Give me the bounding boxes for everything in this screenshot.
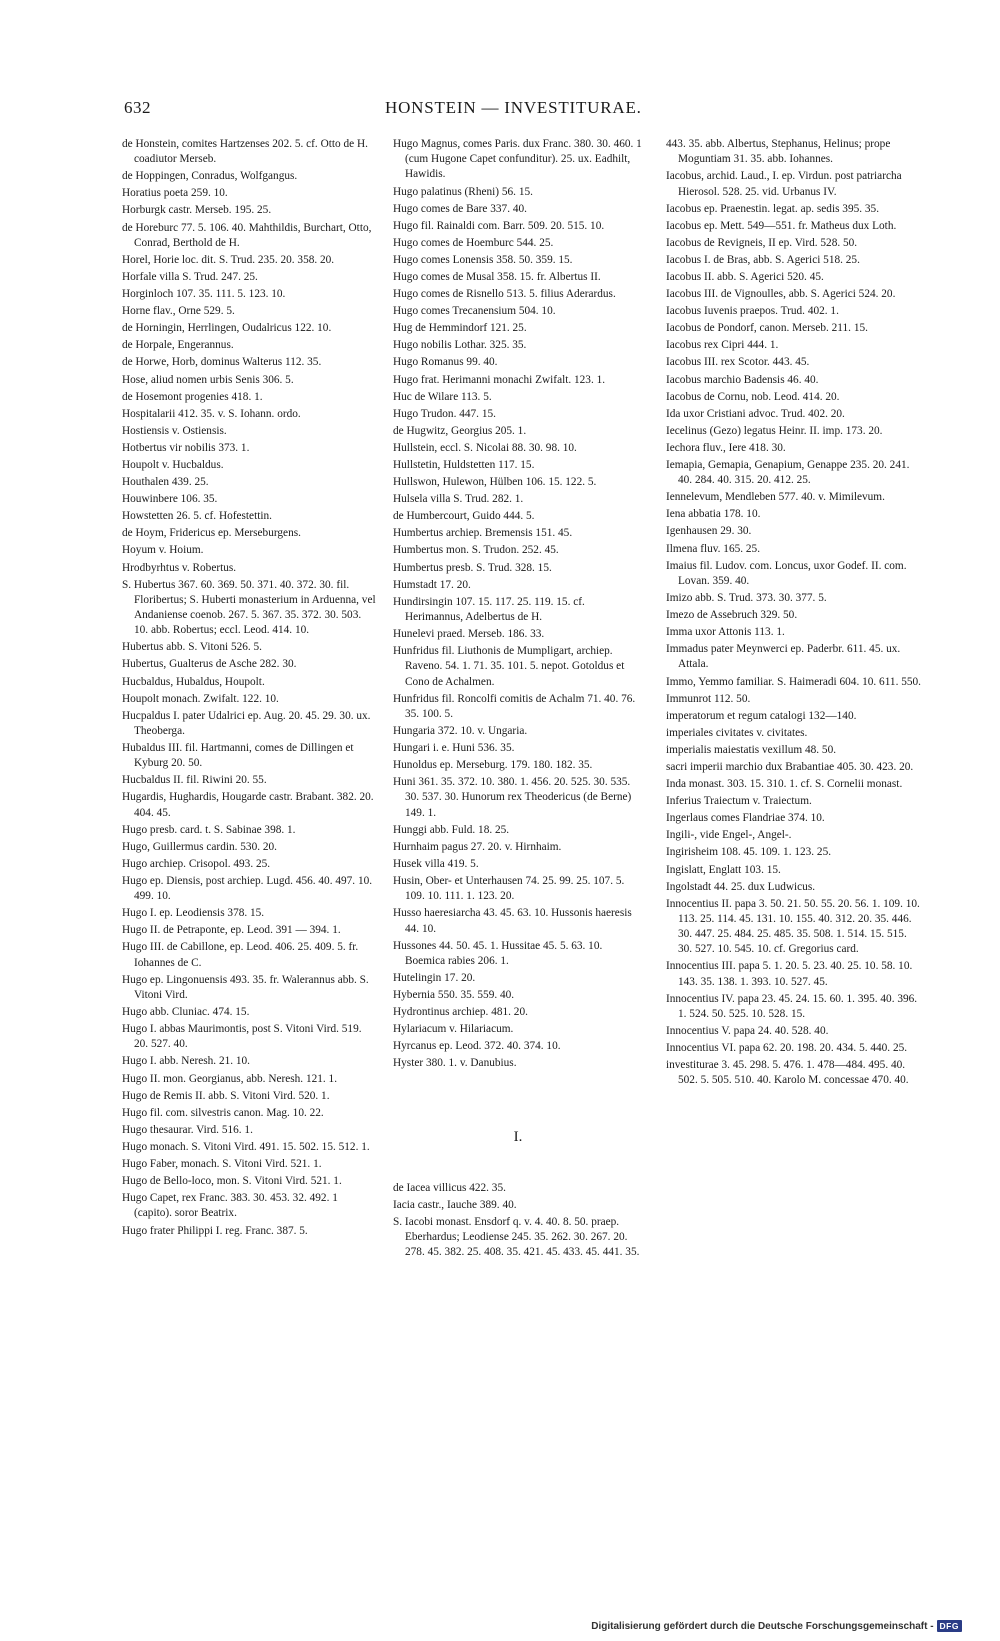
index-entry: Huc de Wilare 113. 5.: [393, 390, 492, 403]
index-entry: Husin, Ober- et Unterhausen 74. 25. 99. 25. 107. 5. 109. 10. 111. 1. 123. 20.: [393, 875, 625, 903]
index-entry: Hyrcanus ep. Leod. 372. 40. 374. 10.: [393, 1040, 561, 1053]
index-column-middle-i: [393, 1181, 643, 1261]
index-entry: Iennelevum, Mendleben 577. 40. v. Mimilevum.: [666, 491, 885, 504]
index-entry: Hospitalarii 412. 35. v. S. Iohann. ordo.: [122, 407, 301, 420]
index-entry: Hostiensis v. Ostiensis.: [122, 424, 227, 437]
index-entry: Hunelevi praed. Merseb. 186. 33.: [393, 628, 545, 641]
index-entry: Imezo de Assebruch 329. 50.: [666, 609, 798, 622]
index-entry: imperiales civitates v. civitates.: [666, 726, 808, 739]
index-entry: Immo, Yemmo familiar. S. Haimeradi 604. 10. 611. 550.: [666, 675, 921, 688]
index-entry: Hugo fil. com. silvestris canon. Mag. 10. 22.: [122, 1106, 324, 1119]
index-entry: Huni 361. 35. 372. 10. 380. 1. 456. 20. 525. 30. 535. 30. 537. 30. Hunorum rex Theodericus (de Berne) 149. 1.: [393, 776, 632, 819]
index-entry: Hutelingin 17. 20.: [393, 971, 476, 984]
index-entry: Hybernia 550. 35. 559. 40.: [393, 988, 515, 1001]
index-entry: Iacobus ep. Mett. 549—551. fr. Matheus dux Loth.: [666, 219, 897, 232]
index-entry: Hussones 44. 50. 45. 1. Hussitae 45. 5. 63. 10. Boemica rabies 206. 1.: [393, 939, 603, 967]
index-entry: Ida uxor Cristiani advoc. Trud. 402. 20.: [666, 407, 845, 420]
index-entry: Hugo Magnus, comes Paris. dux Franc. 380. 30. 460. 1 (cum Hugone Capet confunditur). 25. ux. Eadhilt, Hawidis.: [393, 138, 642, 181]
index-entry: Innocentius V. papa 24. 40. 528. 40.: [666, 1025, 829, 1038]
index-entry: Hugo comes de Musal 358. 15. fr. Albertus II.: [393, 270, 601, 283]
index-entry: Hubertus abb. S. Vitoni 526. 5.: [122, 641, 263, 654]
index-entry: Immunrot 112. 50.: [666, 692, 751, 705]
index-entry: Hotbertus vir nobilis 373. 1.: [122, 441, 250, 454]
index-entry: Innocentius III. papa 5. 1. 20. 5. 23. 40. 25. 10. 58. 10. 143. 35. 138. 1. 393. 10. 527. 45.: [666, 960, 913, 988]
index-entry: de Horpale, Engerannus.: [122, 339, 234, 352]
index-entry: Hoyum v. Hoium.: [122, 544, 204, 557]
index-entry: Iechora fluv., Iere 418. 30.: [666, 441, 786, 454]
index-entry: S. Hubertus 367. 60. 369. 50. 371. 40. 372. 30. fil. Floribertus; S. Huberti monasterium in Arduenna, vel Andaniense coenob. 267. 5. 367. 35. 372. 30. 503. 10. abb. Robertus; eccl. Leod. 414. 10.: [122, 578, 376, 637]
index-entry: de Iacea villicus 422. 35.: [393, 1181, 506, 1194]
index-entry: Hulsela villa S. Trud. 282. 1.: [393, 493, 524, 506]
section-letter: I.: [513, 1128, 523, 1145]
index-entry: Hugo frat. Herimanni monachi Zwifalt. 123. 1.: [393, 373, 606, 386]
index-entry: Hugo abb. Cluniac. 474. 15.: [122, 1006, 250, 1019]
index-entry: Hugo thesaurar. Vird. 516. 1.: [122, 1123, 253, 1136]
index-entry: Houthalen 439. 25.: [122, 476, 209, 489]
index-entry: de Horeburc 77. 5. 106. 40. Mahthildis, Burchart, Otto, Conrad, Berthold de H.: [122, 221, 372, 249]
index-entry: Hydrontinus archiep. 481. 20.: [393, 1006, 528, 1019]
index-entry: Inferius Traiectum v. Traiectum.: [666, 795, 812, 808]
index-entry: Hucbaldus, Hubaldus, Houpolt.: [122, 675, 265, 688]
index-entry: Husso haeresiarcha 43. 45. 63. 10. Hussonis haeresis 44. 10.: [393, 907, 632, 935]
index-entry: Ingerlaus comes Flandriae 374. 10.: [666, 812, 825, 825]
index-entry: Hungaria 372. 10. v. Ungaria.: [393, 724, 528, 737]
index-entry: de Hoppingen, Conradus, Wolfgangus.: [122, 170, 298, 183]
index-entry: de Honstein, comites Hartzenses 202. 5. cf. Otto de H. coadiutor Merseb.: [122, 138, 368, 166]
index-entry: Hugo fil. Rainaldi com. Barr. 509. 20. 515. 10.: [393, 219, 605, 232]
index-entry: de Hosemont progenies 418. 1.: [122, 390, 263, 403]
index-entry: Innocentius II. papa 3. 50. 21. 50. 55. 20. 56. 1. 109. 10. 113. 25. 114. 45. 131. 10. 155. 40. 312. 20. 35. 446. 30. 447. 25. 484. 25. 485. 35. 508. 1. 514. 15. 515. 30. 527. 10. 545. 10. cf. Gregorius card.: [666, 897, 920, 956]
index-entry: Inda monast. 303. 15. 310. 1. cf. S. Cornelii monast.: [666, 778, 903, 791]
index-entry: Hugo comes de Bare 337. 40.: [393, 202, 527, 215]
running-title: HONSTEIN — INVESTITURAE.: [385, 98, 642, 117]
index-entry: Hugo Trudon. 447. 15.: [393, 407, 496, 420]
index-entry: Howstetten 26. 5. cf. Hofestettin.: [122, 510, 272, 523]
index-entry: Hylariacum v. Hilariacum.: [393, 1023, 514, 1036]
index-entry: S. Iacobi monast. Ensdorf q. v. 4. 40. 8. 50. praep. Eberhardus; Leodiense 245. 35. 262. 30. 267. 20. 278. 45. 382. 25. 408. 35. 421. 45. 433. 45. 441. 35.: [393, 1215, 640, 1259]
index-entry: Hullstein, eccl. S. Nicolai 88. 30. 98. 10.: [393, 441, 577, 454]
index-entry: Iacobus de Revigneis, II ep. Vird. 528. 50.: [666, 236, 858, 249]
index-entry: 443. 35. abb. Albertus, Stephanus, Helinus; prope Moguntiam 31. 35. abb. Iohannes.: [666, 138, 891, 166]
index-entry: Horfale villa S. Trud. 247. 25.: [122, 270, 258, 283]
index-entry: Iacobus III. de Vignoulles, abb. S. Agerici 524. 20.: [666, 288, 896, 301]
page-number: 632: [124, 98, 151, 117]
index-entry: Iacobus de Cornu, nob. Leod. 414. 20.: [666, 390, 840, 403]
index-entry: Hug de Hemmindorf 121. 25.: [393, 322, 527, 335]
index-entry: Iacobus Iuvenis praepos. Trud. 402. 1.: [666, 305, 839, 318]
index-entry: Hurnhaim pagus 27. 20. v. Hirnhaim.: [393, 840, 562, 853]
index-entry: Hugo I. abb. Neresh. 21. 10.: [122, 1055, 251, 1068]
index-entry: Husek villa 419. 5.: [393, 857, 479, 870]
index-entry: Hugo de Remis II. abb. S. Vitoni Vird. 520. 1.: [122, 1089, 330, 1102]
index-entry: Hugo frater Philippi I. reg. Franc. 387. 5.: [122, 1224, 308, 1237]
index-entry: Hullstetin, Huldstetten 117. 15.: [393, 459, 535, 471]
index-entry: Imizo abb. S. Trud. 373. 30. 377. 5.: [666, 591, 827, 604]
footer-text: Digitalisierung gefördert durch die Deutsche Forschungsgemeinschaft -: [591, 1620, 934, 1632]
index-entry: Hugo ep. Diensis, post archiep. Lugd. 456. 40. 497. 10. 499. 10.: [122, 875, 373, 903]
index-entry: Hugo monach. S. Vitoni Vird. 491. 15. 502. 15. 512. 1.: [122, 1140, 370, 1153]
index-entry: Horburgk castr. Merseb. 195. 25.: [122, 204, 272, 217]
index-entry: Horatius poeta 259. 10.: [122, 187, 228, 200]
index-entry: Hrodbyrhtus v. Robertus.: [122, 561, 237, 574]
index-entry: Hugo comes Lonensis 358. 50. 359. 15.: [393, 253, 573, 266]
index-entry: Hugo II. mon. Georgianus, abb. Neresh. 121. 1.: [122, 1072, 338, 1085]
index-entry: Hugo Faber, monach. S. Vitoni Vird. 521. 1.: [122, 1158, 322, 1171]
index-entry: Iacobus I. de Bras, abb. S. Agerici 518. 25.: [666, 253, 860, 266]
index-entry: sacri imperii marchio dux Brabantiae 405. 30. 423. 20.: [666, 761, 914, 774]
index-entry: Hugo nobilis Lothar. 325. 35.: [393, 339, 527, 352]
index-entry: Horginloch 107. 35. 111. 5. 123. 10.: [122, 288, 286, 301]
index-entry: Hubaldus III. fil. Hartmanni, comes de Dillingen et Kyburg 20. 50.: [122, 742, 354, 770]
index-entry: Hugo I. abbas Maurimontis, post S. Vitoni Vird. 519. 20. 527. 40.: [122, 1023, 362, 1051]
index-entry: Hugo comes de Hoemburc 544. 25.: [393, 236, 554, 249]
index-entry: Iena abbatia 178. 10.: [666, 508, 761, 521]
index-entry: Ingirisheim 108. 45. 109. 1. 123. 25.: [666, 846, 832, 859]
index-entry: Humstadt 17. 20.: [393, 578, 471, 591]
index-entry: Hyster 380. 1. v. Danubius.: [393, 1057, 517, 1070]
index-entry: Iacobus de Pondorf, canon. Merseb. 211. 15.: [666, 322, 868, 335]
index-entry: Iacia castr., Iauche 389. 40.: [393, 1198, 517, 1211]
index-entry: de Hoym, Fridericus ep. Merseburgens.: [122, 527, 301, 540]
index-entry: Horel, Horie loc. dit. S. Trud. 235. 20. 358. 20.: [122, 253, 335, 266]
index-entry: Hunfridus fil. Liuthonis de Mumpligart, archiep. Raveno. 54. 1. 71. 35. 101. 5. nepot. Gotoldus et Cono de Achalmen.: [393, 645, 625, 688]
index-entry: Hubertus, Gualterus de Asche 282. 30.: [122, 658, 297, 671]
index-entry: de Hugwitz, Georgius 205. 1.: [393, 424, 527, 437]
index-entry: Hugo III. de Cabillone, ep. Leod. 406. 25. 409. 5. fr. Iohannes de C.: [122, 941, 359, 969]
index-entry: de Horwe, Horb, dominus Walterus 112. 35.: [122, 356, 322, 369]
dfg-logo-icon: DFG: [937, 1620, 962, 1632]
index-entry: Hugo de Bello-loco, mon. S. Vitoni Vird. 521. 1.: [122, 1175, 342, 1188]
index-entry: de Horningin, Herrlingen, Oudalricus 122. 10.: [122, 322, 332, 335]
index-entry: Innocentius VI. papa 62. 20. 198. 20. 434. 5. 440. 25.: [666, 1042, 908, 1055]
index-entry: Ingili-, vide Engel-, Angel-.: [666, 829, 792, 842]
index-entry: Hugo, Guillermus cardin. 530. 20.: [122, 840, 277, 853]
index-entry: Humbertus mon. S. Trudon. 252. 45.: [393, 544, 559, 557]
index-entry: Hugo presb. card. t. S. Sabinae 398. 1.: [122, 823, 296, 836]
index-entry: Hullswon, Hulewon, Hülben 106. 15. 122. 5.: [393, 476, 597, 489]
index-entry: Hugo Romanus 99. 40.: [393, 356, 498, 369]
index-entry: Hugo comes Trecanensium 504. 10.: [393, 305, 556, 318]
index-entry: Hungari i. e. Huni 536. 35.: [393, 742, 515, 755]
index-entry: Hunfridus fil. Roncolfi comitis de Achalm 71. 40. 76. 35. 100. 5.: [393, 692, 636, 720]
index-entry: Iecelinus (Gezo) legatus Heinr. II. imp. 173. 20.: [666, 424, 883, 437]
footer: [591, 1620, 962, 1632]
index-entry: Iacobus rex Cipri 444. 1.: [666, 339, 779, 352]
index-entry: Hucbaldus II. fil. Riwini 20. 55.: [122, 774, 267, 787]
index-entry: Imma uxor Attonis 113. 1.: [666, 626, 785, 639]
index-entry: Hunoldus ep. Merseburg. 179. 180. 182. 35.: [393, 759, 593, 772]
index-entry: Iacobus marchio Badensis 46. 40.: [666, 373, 819, 386]
index-entry: imperialis maiestatis vexillum 48. 50.: [666, 743, 837, 756]
index-column-middle-h: [393, 137, 643, 1072]
index-entry: Ilmena fluv. 165. 25.: [666, 542, 761, 555]
index-entry: Imaius fil. Ludov. com. Loncus, uxor Godef. II. com. Lovan. 359. 40.: [666, 559, 907, 587]
index-column-right: [666, 137, 921, 1091]
index-entry: Houpolt v. Hucbaldus.: [122, 459, 224, 471]
index-entry: Hugo I. ep. Leodiensis 378. 15.: [122, 907, 265, 920]
index-entry: Iacobus III. rex Scotor. 443. 45.: [666, 356, 810, 369]
index-entry: Iemapia, Gemapia, Genapium, Genappe 235. 20. 241. 40. 284. 40. 315. 20. 412. 25.: [666, 459, 910, 487]
index-entry: Hose, aliud nomen urbis Senis 306. 5.: [122, 373, 294, 386]
index-entry: Hugo ep. Lingonuensis 493. 35. fr. Walerannus abb. S. Vitoni Vird.: [122, 973, 369, 1001]
index-entry: Houpolt monach. Zwifalt. 122. 10.: [122, 692, 279, 705]
index-entry: Ingislatt, Englatt 103. 15.: [666, 863, 781, 876]
index-entry: imperatorum et regum catalogi 132—140.: [666, 709, 857, 722]
index-entry: de Humbercourt, Guido 444. 5.: [393, 510, 535, 523]
index-entry: Hugo palatinus (Rheni) 56. 15.: [393, 185, 533, 198]
index-entry: Hugardis, Hughardis, Hougarde castr. Brabant. 382. 20. 404. 45.: [122, 791, 374, 819]
index-entry: Hucpaldus I. pater Udalrici ep. Aug. 20. 45. 29. 30. ux. Theoberga.: [122, 709, 371, 737]
index-entry: Hugo Capet, rex Franc. 383. 30. 453. 32. 492. 1 (capito). soror Beatrix.: [122, 1192, 338, 1220]
index-entry: Ingolstadt 44. 25. dux Ludwicus.: [666, 880, 816, 893]
index-entry: investiturae 3. 45. 298. 5. 476. 1. 478—484. 495. 40. 502. 5. 505. 510. 40. Karolo M. concessae 470. 40.: [666, 1059, 909, 1087]
index-entry: Humbertus presb. S. Trud. 328. 15.: [393, 561, 552, 574]
index-entry: Hunggi abb. Fuld. 18. 25.: [393, 823, 510, 836]
index-entry: Hugo archiep. Crisopol. 493. 25.: [122, 857, 271, 870]
index-entry: Igenhausen 29. 30.: [666, 525, 752, 538]
index-entry: Immadus pater Meynwerci ep. Paderbr. 611. 45. ux. Attala.: [666, 643, 901, 671]
index-entry: Iacobus ep. Praenestin. legat. ap. sedis 395. 35.: [666, 202, 880, 215]
index-entry: Humbertus archiep. Bremensis 151. 45.: [393, 527, 573, 540]
index-entry: Iacobus II. abb. S. Agerici 520. 45.: [666, 270, 824, 283]
index-entry: Horne flav., Orne 529. 5.: [122, 305, 235, 318]
index-entry: Hundirsingin 107. 15. 117. 25. 119. 15. cf. Herimannus, Adelbertus de H.: [393, 595, 585, 623]
index-column-left: [122, 137, 377, 1241]
index-entry: Hugo comes de Risnello 513. 5. filius Aderardus.: [393, 288, 616, 301]
index-entry: Innocentius IV. papa 23. 45. 24. 15. 60. 1. 395. 40. 396. 1. 524. 50. 525. 10. 528. 15.: [666, 992, 918, 1020]
index-entry: Iacobus, archid. Laud., I. ep. Virdun. post patriarcha Hierosol. 528. 25. vid. Urbanus IV.: [666, 170, 902, 198]
index-entry: Houwinbere 106. 35.: [122, 493, 218, 506]
index-column-middle: [393, 137, 643, 1262]
index-entry: Hugo II. de Petraponte, ep. Leod. 391 — 394. 1.: [122, 924, 341, 937]
